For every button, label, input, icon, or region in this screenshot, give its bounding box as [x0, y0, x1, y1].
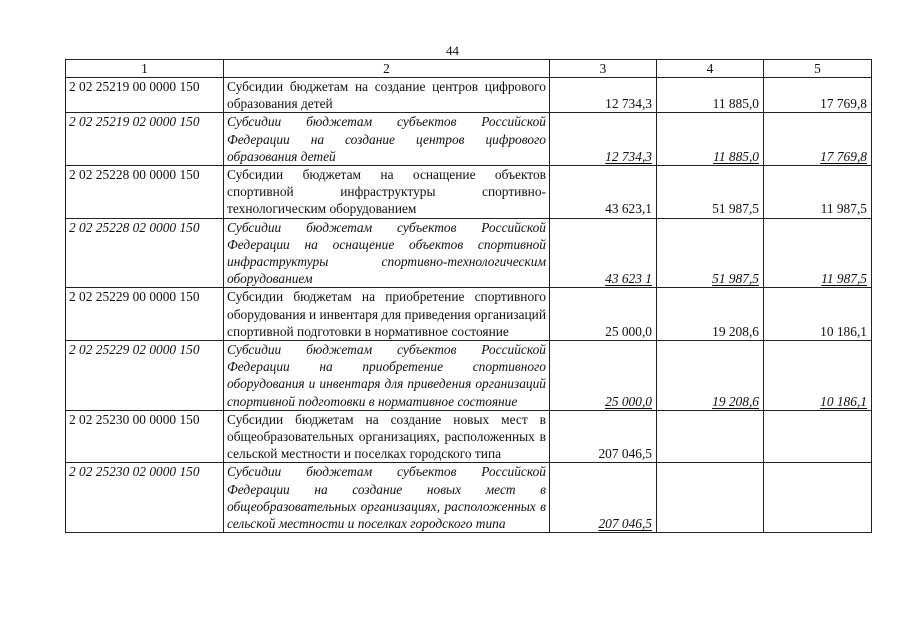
amount-col5-cell	[764, 463, 872, 533]
budget-code-cell: 2 02 25229 02 0000 150	[66, 341, 224, 411]
table-row	[66, 288, 872, 341]
amount-col3-cell-value: 43 623 1	[605, 271, 652, 287]
amount-col5-cell	[764, 113, 872, 166]
budget-code-cell: 2 02 25229 00 0000 150	[66, 288, 224, 341]
amount-col4-cell	[657, 78, 764, 113]
amount-col3-cell-value: 207 046,5	[598, 446, 652, 462]
amount-col5-cell-value: 11 987,5	[820, 201, 867, 217]
amount-col4-cell-value: 51 987,5	[712, 201, 759, 217]
amount-col5-cell	[764, 78, 872, 113]
amount-col4-cell-value: 51 987,5	[712, 271, 759, 287]
description-cell: Субсидии бюджетам субъектов Российской Федерации на создание центров цифрового образования детей	[224, 113, 550, 166]
amount-col5-cell	[764, 218, 872, 288]
amount-col4-cell	[657, 166, 764, 219]
amount-col5-cell-value: 10 186,1	[820, 393, 867, 409]
table-row	[66, 78, 872, 113]
amount-col3-cell-value: 12 734,3	[605, 96, 652, 112]
amount-col3-cell	[550, 113, 657, 166]
amount-col5-cell-value: 17 769,8	[820, 96, 867, 112]
budget-table-body	[66, 60, 872, 533]
table-row	[66, 113, 872, 166]
amount-col3-cell-value: 25 000,0	[605, 323, 652, 339]
budget-code-cell: 2 02 25219 00 0000 150	[66, 78, 224, 113]
amount-col3-cell-value: 43 623,1	[605, 201, 652, 217]
amount-col5-cell-value: 11 987,5	[821, 271, 867, 287]
amount-col3-cell-value: 12 734,3	[605, 148, 652, 164]
description-cell: Субсидии бюджетам на оснащение объектов спортивной инфраструктуры спортивно-технологическим оборудованием	[224, 166, 550, 219]
column-header-3: 3	[550, 60, 657, 78]
amount-col5-cell	[764, 410, 872, 463]
amount-col5-cell-value: 10 186,1	[820, 323, 867, 339]
table-header-row	[66, 60, 872, 78]
amount-col3-cell	[550, 341, 657, 411]
amount-col4-cell-value: 11 885,0	[712, 96, 759, 112]
amount-col3-cell	[550, 410, 657, 463]
amount-col4-cell-value: 19 208,6	[712, 323, 759, 339]
description-cell: Субсидии бюджетам субъектов Российской Федерации на оснащение объектов спортивной инфраструктуры спортивно-технологическим оборудованием	[224, 218, 550, 288]
description-cell: Субсидии бюджетам на создание центров цифрового образования детей	[224, 78, 550, 113]
amount-col3-cell	[550, 463, 657, 533]
budget-code-cell: 2 02 25228 02 0000 150	[66, 218, 224, 288]
table-row	[66, 341, 872, 411]
page-number: 44	[446, 43, 459, 58]
amount-col4-cell	[657, 341, 764, 411]
table-row	[66, 410, 872, 463]
column-header-5: 5	[764, 60, 872, 78]
budget-code-cell: 2 02 25230 02 0000 150	[66, 463, 224, 533]
budget-code-cell: 2 02 25230 00 0000 150	[66, 410, 224, 463]
amount-col3-cell	[550, 288, 657, 341]
amount-col4-cell-value: 19 208,6	[712, 393, 759, 409]
amount-col4-cell-value: 11 885,0	[713, 148, 759, 164]
amount-col4-cell	[657, 218, 764, 288]
description-cell: Субсидии бюджетам на создание новых мест в общеобразовательных организациях, расположенных в сельской местности и поселках городского типа	[224, 410, 550, 463]
column-header-2: 2	[224, 60, 550, 78]
amount-col5-cell	[764, 166, 872, 219]
table-row	[66, 166, 872, 219]
column-header-1: 1	[66, 60, 224, 78]
amount-col4-cell	[657, 113, 764, 166]
budget-table	[65, 59, 872, 533]
amount-col3-cell	[550, 166, 657, 219]
amount-col5-cell	[764, 288, 872, 341]
description-cell: Субсидии бюджетам субъектов Российской Федерации на создание новых мест в общеобразовательных организациях, расположенных в сельской местности и поселках городского типа	[224, 463, 550, 533]
table-row	[66, 463, 872, 533]
column-header-4: 4	[657, 60, 764, 78]
amount-col4-cell	[657, 410, 764, 463]
budget-code-cell: 2 02 25228 00 0000 150	[66, 166, 224, 219]
description-cell: Субсидии бюджетам субъектов Российской Федерации на приобретение спортивного оборудования и инвентаря для приведения организаций спортивной подготовки в нормативное состояние	[224, 341, 550, 411]
amount-col5-cell	[764, 341, 872, 411]
amount-col3-cell	[550, 218, 657, 288]
amount-col3-cell-value: 207 046,5	[598, 516, 652, 532]
amount-col5-cell-value: 17 769,8	[820, 148, 867, 164]
amount-col4-cell	[657, 288, 764, 341]
amount-col4-cell	[657, 463, 764, 533]
budget-code-cell: 2 02 25219 02 0000 150	[66, 113, 224, 166]
amount-col3-cell	[550, 78, 657, 113]
description-cell: Субсидии бюджетам на приобретение спортивного оборудования и инвентаря для приведения организаций спортивной подготовки в нормативное состояние	[224, 288, 550, 341]
table-row	[66, 218, 872, 288]
amount-col3-cell-value: 25 000,0	[605, 393, 652, 409]
